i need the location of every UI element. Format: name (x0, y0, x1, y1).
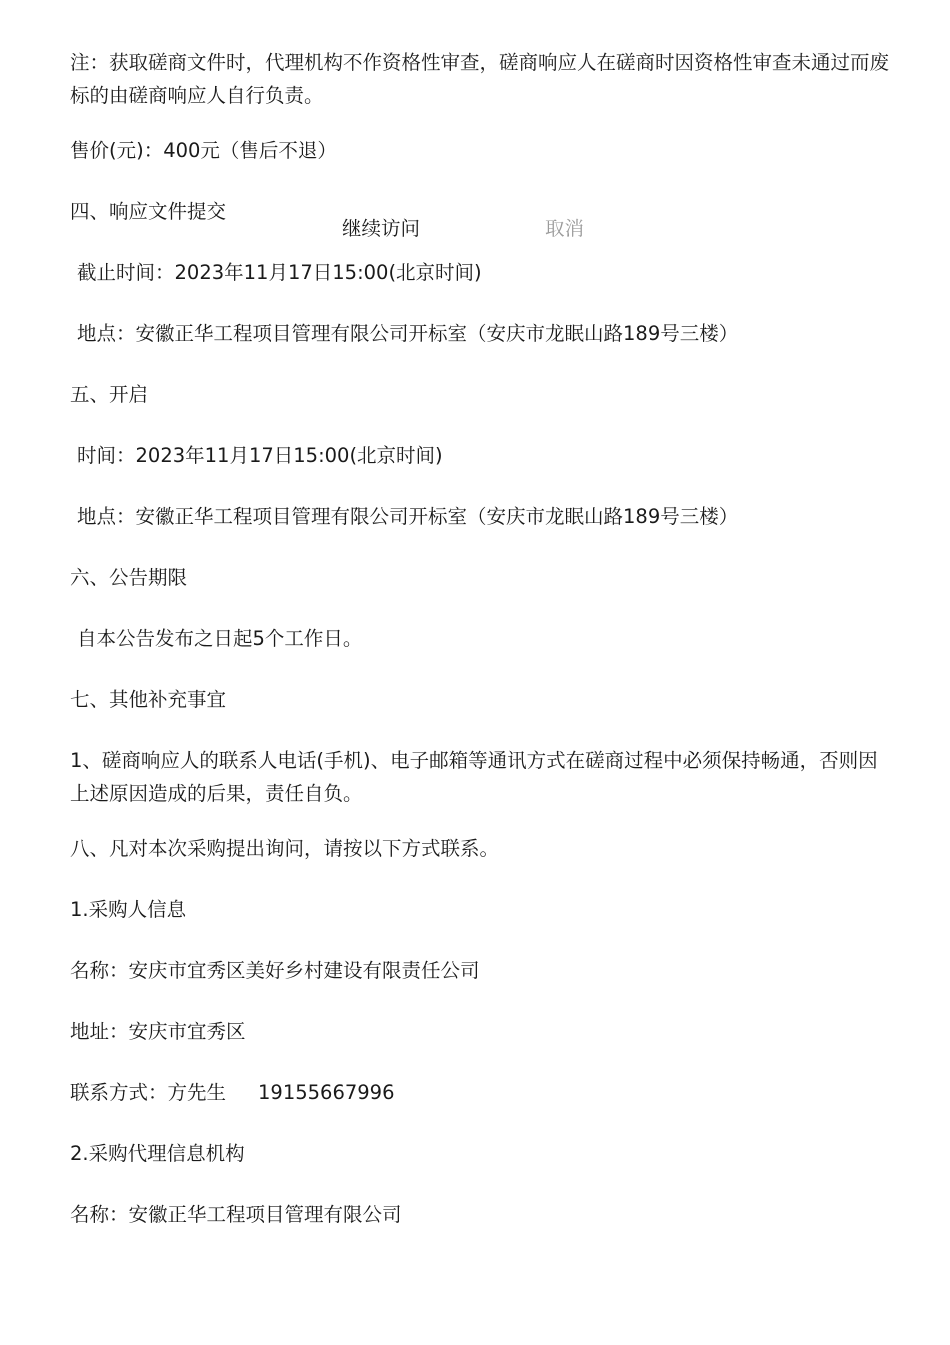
announcement-document (70, 46, 890, 1259)
agency-name: 名称：安徽正华工程项目管理有限公司 (70, 1203, 402, 1226)
opening-location: 地点：安徽正华工程项目管理有限公司开标室（安庆市龙眠山路189号三楼） (77, 505, 739, 528)
purchaser-name: 名称：安庆市宜秀区美好乡村建设有限责任公司 (70, 959, 480, 982)
purchaser-contact (70, 1076, 890, 1109)
section-title-period: 六、公告期限 (70, 566, 188, 589)
submission-deadline: 截止时间：2023年11月17日15:00(北京时间) (77, 261, 482, 284)
announcement-period: 自本公告发布之日起5个工作日。 (77, 627, 363, 650)
agency-info-title: 2.采购代理信息机构 (70, 1142, 245, 1165)
purchaser-info-title: 1.采购人信息 (70, 898, 187, 921)
submission-location: 地点：安徽正华工程项目管理有限公司开标室（安庆市龙眠山路189号三楼） (77, 322, 739, 345)
other-matters-item: 1、磋商响应人的联系人电话(手机)、电子邮箱等通讯方式在磋商过程中必须保持畅通，否则因上述原因造成的后果，责任自负。 (70, 749, 878, 805)
purchaser-contact-label: 联系方式：方先生 (70, 1081, 227, 1104)
section-title-submission: 四、响应文件提交 (70, 200, 227, 223)
continue-button[interactable]: 继续访问 (342, 212, 420, 245)
contact-gap (226, 1076, 258, 1109)
section-title-opening: 五、开启 (70, 383, 149, 406)
purchaser-phone: 19155667996 (258, 1081, 395, 1104)
section-title-other: 七、其他补充事宜 (70, 688, 227, 711)
cancel-button[interactable]: 取消 (545, 212, 584, 245)
purchaser-address: 地址：安庆市宜秀区 (70, 1020, 246, 1043)
opening-time: 时间：2023年11月17日15:00(北京时间) (77, 444, 443, 467)
qualification-note: 注：获取磋商文件时，代理机构不作资格性审查，磋商响应人在磋商时因资格性审查未通过而废标的由磋商响应人自行负责。 (70, 51, 890, 107)
document-price: 售价(元)：400元（售后不退） (70, 139, 337, 162)
section-title-contact: 八、凡对本次采购提出询问，请按以下方式联系。 (70, 837, 500, 860)
